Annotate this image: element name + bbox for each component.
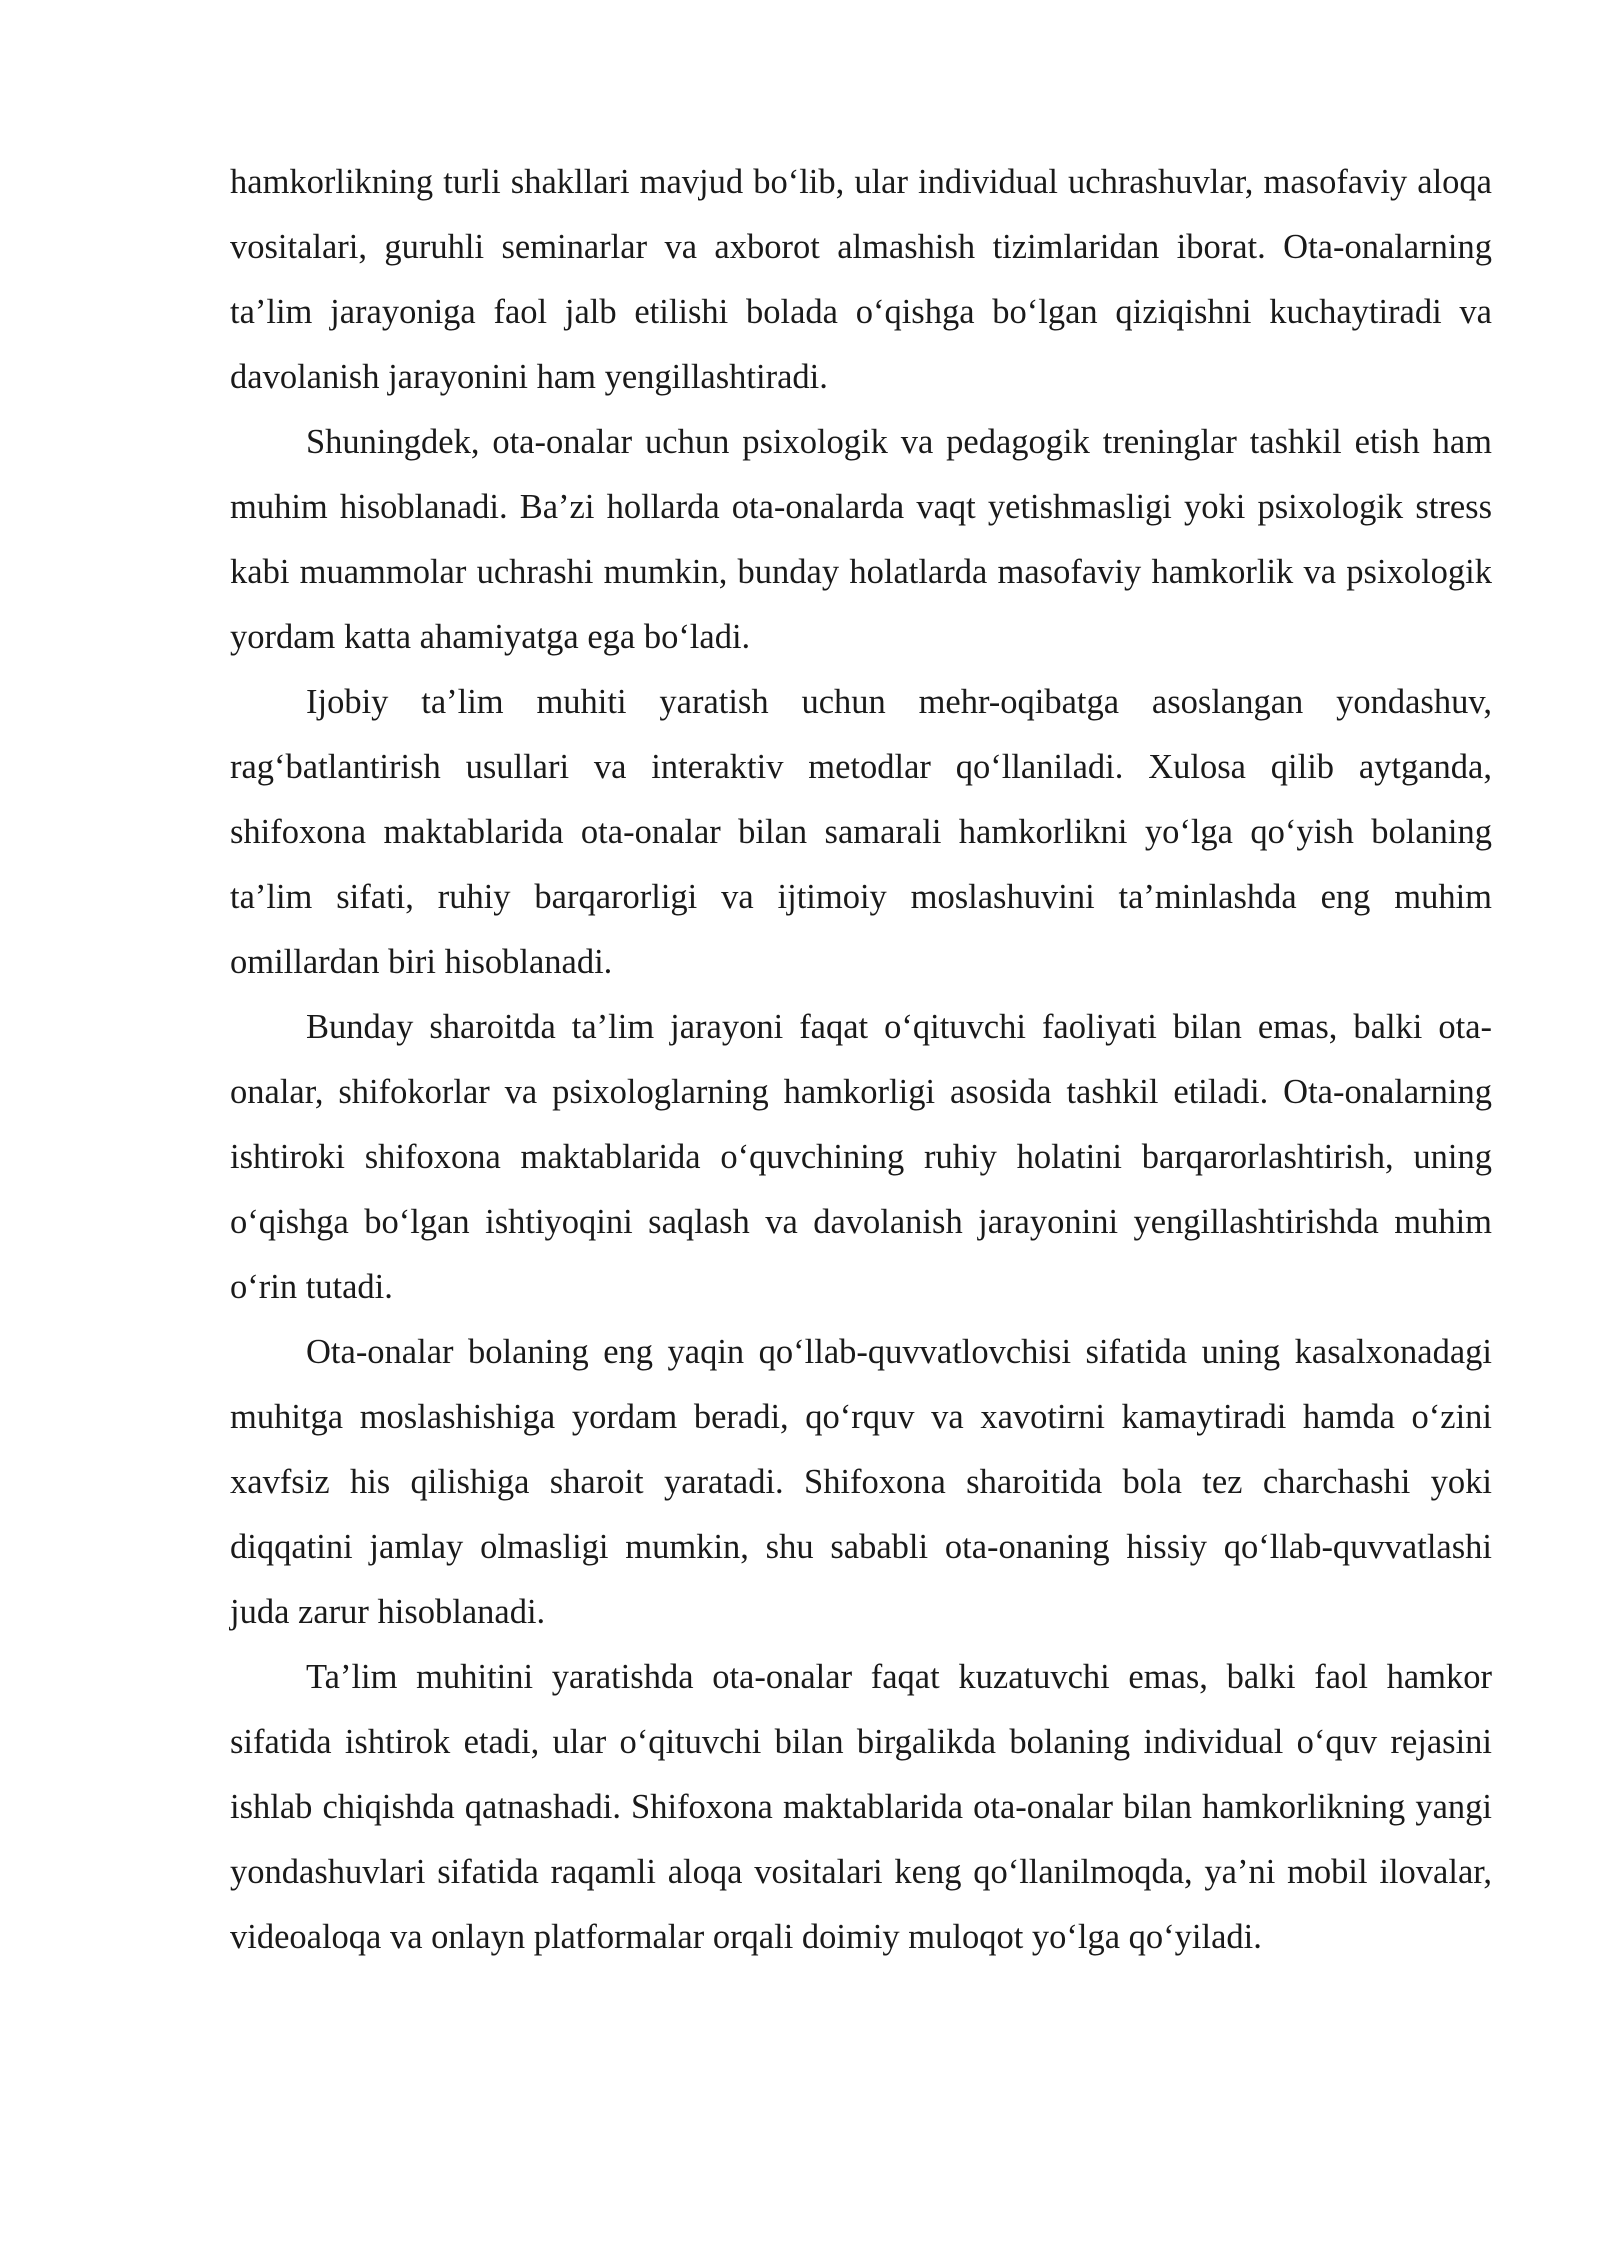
paragraph: Ijobiy ta’lim muhiti yaratish uchun mehr-oqibatga asoslangan yondashuv, rag‘batlantirish usullari va interaktiv metodlar qo‘llaniladi. Xulosa qilib aytganda, shifoxona maktablarida ota-onalar bilan samarali hamkorlikni yo‘lga qo‘yish bolaning ta’lim sifati, ruhiy barqarorligi va ijtimoiy moslashuvini ta’minlashda eng muhim omillardan biri hisoblanadi. [230,683,1492,981]
document-body [230,150,1492,1970]
paragraph: Bunday sharoitda ta’lim jarayoni faqat o‘qituvchi faoliyati bilan emas, balki ota-onalar, shifokorlar va psixologlarning hamkorligi asosida tashkil etiladi. Ota-onalarning ishtiroki shifoxona maktablarida o‘quvchining ruhiy holatini barqarorlashtirish, uning o‘qishga bo‘lgan ishtiyoqini saqlash va davolanish jarayonini yengillashtirishda muhim o‘rin tutadi. [230,1008,1492,1306]
paragraph: hamkorlikning turli shakllari mavjud bo‘lib, ular individual uchrashuvlar, masofaviy aloqa vositalari, guruhli seminarlar va axborot almashish tizimlaridan iborat. Ota-onalarning ta’lim jarayoniga faol jalb etilishi bolada o‘qishga bo‘lgan qiziqishni kuchaytiradi va davolanish jarayonini ham yengillashtiradi. [230,163,1492,396]
paragraph: Shuningdek, ota-onalar uchun psixologik va pedagogik treninglar tashkil etish ham muhim hisoblanadi. Ba’zi hollarda ota-onalarda vaqt yetishmasligi yoki psixologik stress kabi muammolar uchrashi mumkin, bunday holatlarda masofaviy hamkorlik va psixologik yordam katta ahamiyatga ega bo‘ladi. [230,423,1492,656]
paragraph: Ta’lim muhitini yaratishda ota-onalar faqat kuzatuvchi emas, balki faol hamkor sifatida ishtirok etadi, ular o‘qituvchi bilan birgalikda bolaning individual o‘quv rejasini ishlab chiqishda qatnashadi. Shifoxona maktablarida ota-onalar bilan hamkorlikning yangi yondashuvlari sifatida raqamli aloqa vositalari keng qo‘llanilmoqda, ya’ni mobil ilovalar, videoaloqa va onlayn platformalar orqali doimiy muloqot yo‘lga qo‘yiladi. [230,1658,1492,1956]
paragraph: Ota-onalar bolaning eng yaqin qo‘llab-quvvatlovchisi sifatida uning kasalxonadagi muhitga moslashishiga yordam beradi, qo‘rquv va xavotirni kamaytiradi hamda o‘zini xavfsiz his qilishiga sharoit yaratadi. Shifoxona sharoitida bola tez charchashi yoki diqqatini jamlay olmasligi mumkin, shu sababli ota-onaning hissiy qo‘llab-quvvatlashi juda zarur hisoblanadi. [230,1333,1492,1631]
